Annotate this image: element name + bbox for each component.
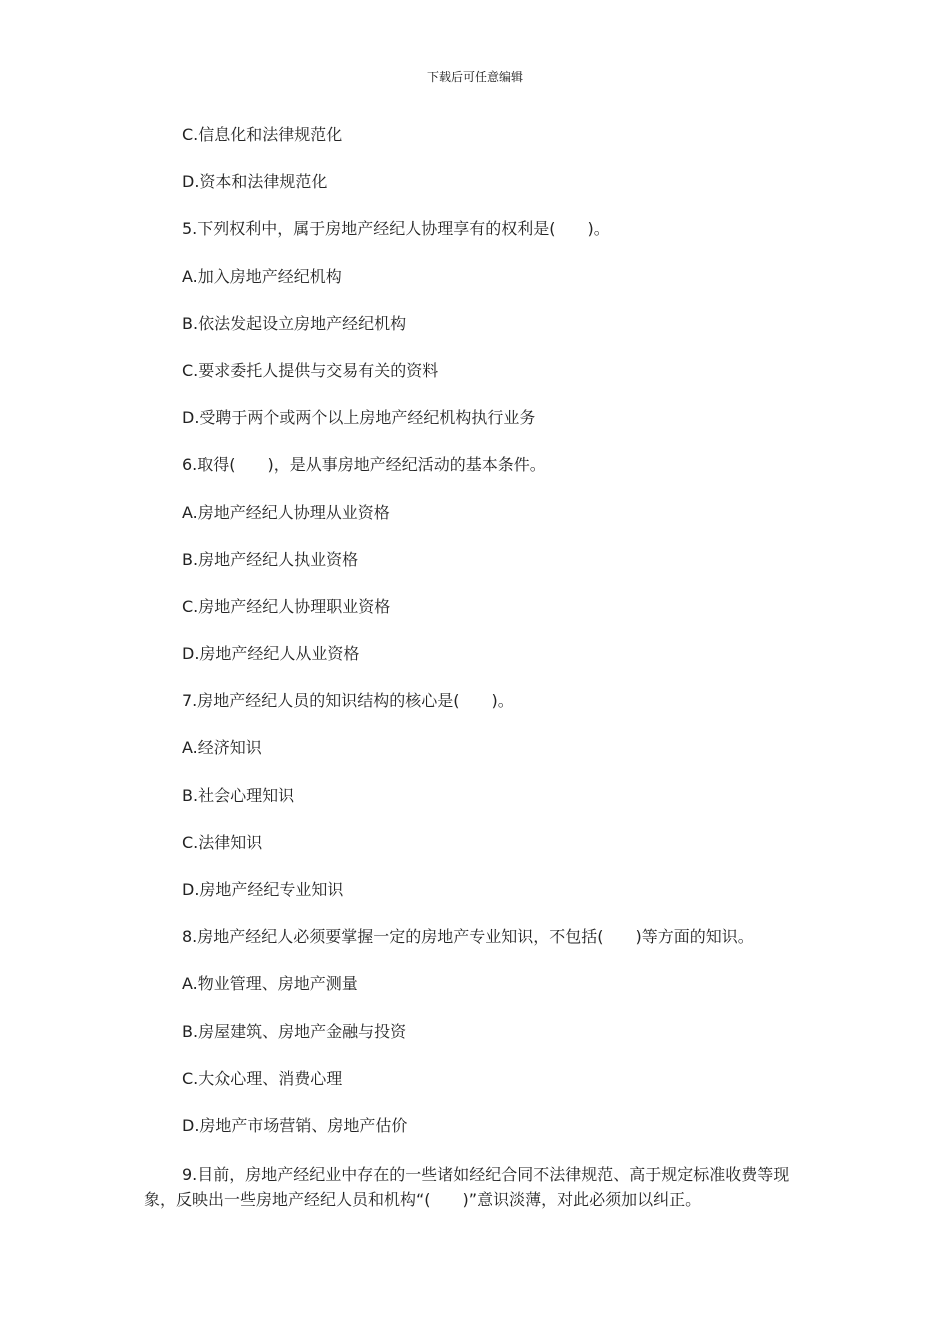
option-line: C.法律知识 — [182, 832, 263, 852]
option-line: D.受聘于两个或两个以上房地产经纪机构执行业务 — [182, 408, 536, 428]
page-header: 下载后可任意编辑 — [426, 70, 523, 84]
option-line: D.房地产经纪人从业资格 — [182, 644, 360, 664]
question-line: 6.取得( )，是从事房地产经纪活动的基本条件。 — [182, 455, 546, 475]
option-line: B.社会心理知识 — [182, 785, 295, 805]
question-line: 5.下列权利中，属于房地产经纪人协理享有的权利是( )。 — [182, 219, 610, 239]
option-line: A.物业管理、房地产测量 — [182, 974, 358, 994]
option-line: A.房地产经纪人协理从业资格 — [182, 502, 390, 522]
option-line: C.房地产经纪人协理职业资格 — [182, 596, 391, 616]
option-line: D.房地产市场营销、房地产估价 — [182, 1115, 408, 1135]
option-line: B.依法发起设立房地产经纪机构 — [182, 313, 407, 333]
document-body — [144, 124, 808, 1212]
option-line: C.信息化和法律规范化 — [182, 125, 343, 144]
option-line: B.房屋建筑、房地产金融与投资 — [182, 1021, 407, 1041]
option-line: C.大众心理、消费心理 — [182, 1068, 343, 1088]
option-line: B.房地产经纪人执业资格 — [182, 549, 359, 569]
question-paragraph: 9.目前，房地产经纪业中存在的一些诸如经纪合同不法律规范、高于规定标准收费等现象，反映出一些房地产经纪人员和机构“( )”意识淡薄，对此必须加以纠正。 — [144, 1165, 790, 1210]
question-line: 7.房地产经纪人员的知识结构的核心是( )。 — [182, 691, 514, 711]
question-line: 8.房地产经纪人必须要掌握一定的房地产专业知识，不包括( )等方面的知识。 — [182, 927, 754, 947]
option-line: D.资本和法律规范化 — [182, 172, 328, 192]
option-line: A.经济知识 — [182, 738, 262, 758]
option-line: A.加入房地产经纪机构 — [182, 266, 342, 286]
option-line: D.房地产经纪专业知识 — [182, 880, 344, 899]
option-line: C.要求委托人提供与交易有关的资料 — [182, 360, 439, 380]
